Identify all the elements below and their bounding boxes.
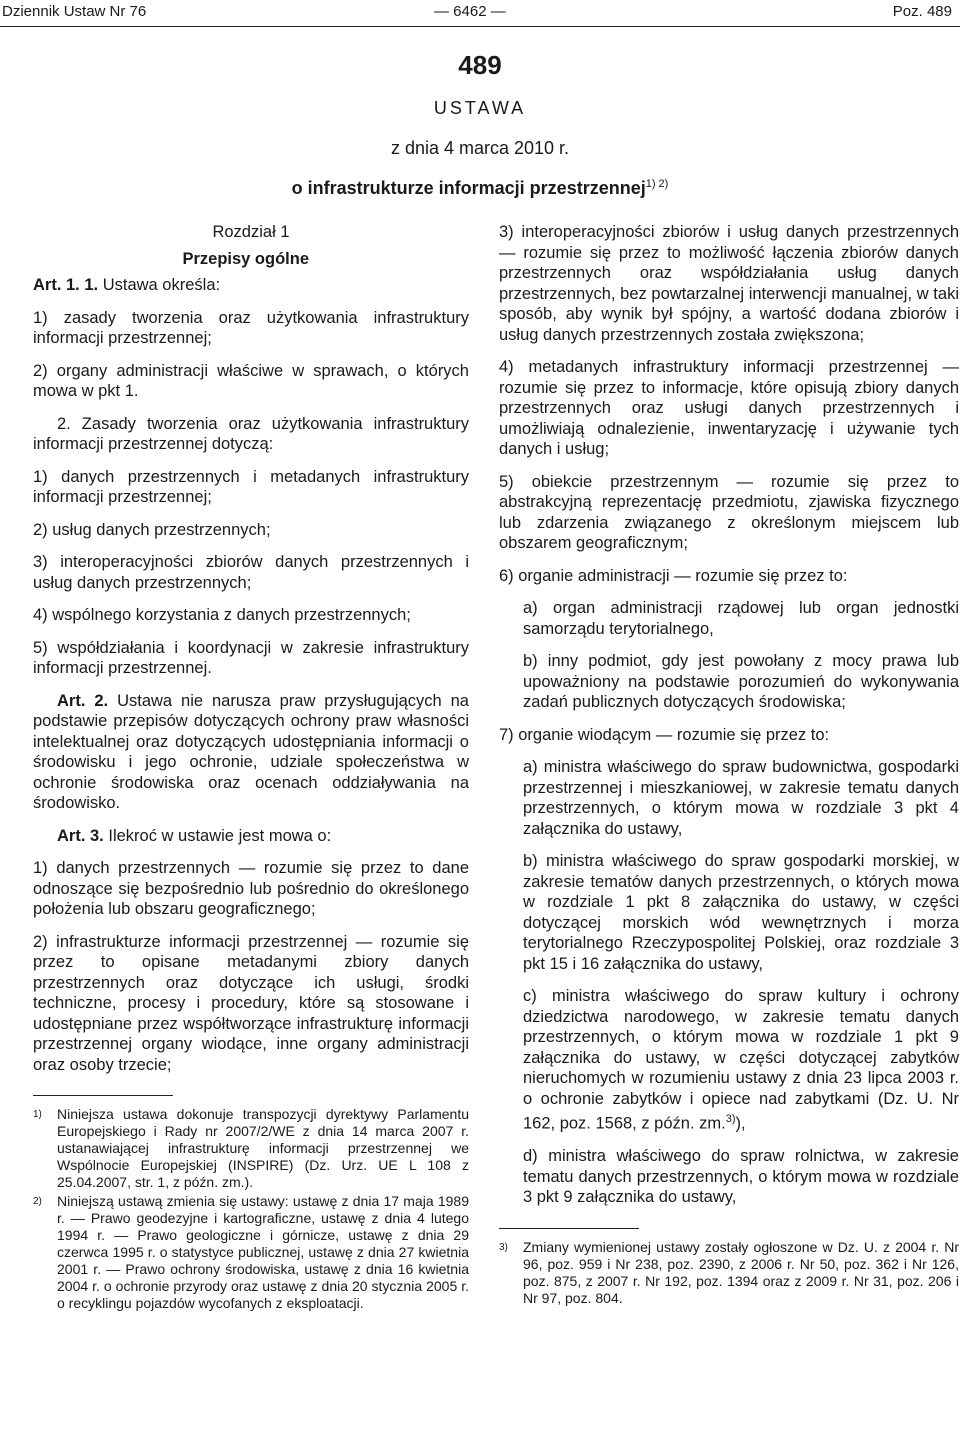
art1-1 <box>33 275 469 296</box>
art3-label: Art. 3. <box>57 826 104 845</box>
art3-text: Ilekroć w ustawie jest mowa o: <box>108 826 332 845</box>
left-column <box>33 222 469 1314</box>
art2-text: Ustawa nie narusza praw przysługujących na podstawie przepisów dotyczących ochrony praw własności intelektualnej oraz dotyczących udostępniania informacji o środowisku i jego ochronie, udziale społeczeństwa w ochronie środowiska oraz ocenach oddziaływania na środowisko. <box>33 691 469 812</box>
list-item: 2) organy administracji właściwe w sprawach, o których mowa w pkt 1. <box>33 361 469 400</box>
sub-item <box>499 986 959 1134</box>
list-item: 3) interoperacyjności zbiorów danych przestrzennych i usług danych przestrzennych; <box>33 553 469 592</box>
footnote-3 <box>499 1239 959 1307</box>
act-number: 489 <box>458 50 502 80</box>
sub-item-text-end: ), <box>735 1114 746 1133</box>
list-item: 2) infrastrukturze informacji przestrzennej — rozumie się przez to opisane metadanymi zbiory danych przestrzennych oraz dotyczące ich usługi, środki techniczne, procesy i procedury, które są stosowane i udostępniane przez współtworzące infrastrukturę informacji przestrzennej organy wiodące, inne organy administracji oraz osoby trzecie; <box>33 932 469 1074</box>
sub-item-text: c) ministra właściwego do spraw kultury i ochrony dziedzictwa narodowego, w zakresie tematu danych przestrzennych, o którym mowa w rozdziale 1 pkt 9 załącznika do ustawy, w części dotyczącej zabytków nieruchomych w rozumieniu ustawy z dnia 23 lipca 2003 r. o ochronie zabytków i opiece nad zabytkami (Dz. U. Nr 162, poz. 1568, z późn. zm. <box>523 987 959 1133</box>
act-date: z dnia 4 marca 2010 r. <box>390 138 570 158</box>
position-number: Poz. 489 <box>892 3 952 20</box>
footnote-ref: 3) <box>725 1113 736 1125</box>
sub-item: b) inny podmiot, gdy jest powołany z mocy prawa lub upoważniony na podstawie porozumień do wykonywania zadań publicznych dotyczących środowiska; <box>523 652 959 711</box>
sub-item: b) ministra właściwego do spraw gospodarki morskiej, w zakresie tematów danych przestrzennych, o których mowa w rozdziale 1 pkt 8 załącznika do ustawy, w części dotyczącej morskich wód wewnętrznych i morza terytorialnego Rzeczypospolitej Polskiej, oraz rozdziale 3 pkt 15 i 16 załącznika do ustawy, <box>523 852 959 973</box>
act-type: USTAWA <box>433 98 527 118</box>
footnote-mark: 3) <box>499 1241 508 1253</box>
footnote-text: Niniejsza ustawa dokonuje transpozycji dyrektywy Parlamentu Europejskiego i Rady nr 2007/2/WE z dnia 14 marca 2007 r. ustanawiającej infrastrukturę informacji przestrzennej we Wspólnocie Europejskiej (INSPIRE) (Dz. Urz. UE L 108 z 25.04.2007, str. 1, z późn. zm.). <box>57 1106 469 1190</box>
list-item: 5) obiekcie przestrzennym — rozumie się przez to abstrakcyjną reprezentację przedmiotu, zjawiska fizycznego lub zdarzenia związanego z określonym miejscem lub obszarem geograficznym; <box>499 472 959 552</box>
footnote-text: Zmiany wymienionej ustawy zostały ogłoszone w Dz. U. z 2004 r. Nr 96, poz. 959 i Nr 238, poz. 2390, z 2006 r. Nr 50, poz. 362 i Nr 126, poz. 875, z 2007 r. Nr 192, poz. 1394 oraz z 2009 r. Nr 31, poz. 206 i Nr 97, poz. 804. <box>523 1238 959 1306</box>
chapter-number: Rozdział 1 <box>212 223 290 241</box>
header-rule <box>0 26 960 27</box>
list-item: 6) organie administracji — rozumie się przez to: <box>499 566 848 585</box>
footnote-2 <box>33 1193 469 1312</box>
sub-item: a) ministra właściwego do spraw budownictwa, gospodarki przestrzennej i mieszkaniowej, w zakresie tematu danych przestrzennych, o którym mowa w rozdziale 3 pkt 4 załącznika do ustawy, <box>523 758 959 838</box>
footnote-rule <box>499 1228 639 1229</box>
journal-name: Dziennik Ustaw Nr 76 <box>2 3 147 20</box>
art1-1-label: Art. 1. 1. <box>33 276 99 294</box>
act-subject-refs: 1) 2) <box>645 178 669 190</box>
footnote-mark: 1) <box>33 1109 42 1120</box>
list-item: 7) organie wiodącym — rozumie się przez to: <box>499 725 830 744</box>
right-column <box>499 222 959 1309</box>
list-item: 5) współdziałania i koordynacji w zakresie infrastruktury informacji przestrzennej. <box>33 638 469 677</box>
footnote-mark: 2) <box>33 1196 42 1207</box>
art2 <box>33 691 469 814</box>
footnote-text: Niniejszą ustawą zmienia się ustawy: ustawę z dnia 17 maja 1989 r. — Prawo geodezyjne i kartograficzne, ustawę z dnia 4 lutego 1994 r. — Prawo geologiczne i górnicze, ustawę z dnia 29 czerwca 1995 r. o statystyce publicznej, ustawę z dnia 27 kwietnia 2001 r. — Prawo ochrony środowiska, ustawę z dnia 16 kwietnia 2004 r. o ochronie przyrody oraz ustawę z dnia 20 stycznia 2005 r. o recyklingu pojazdów wycofanych z eksploatacji. <box>57 1193 469 1311</box>
page-number: — 6462 — <box>434 3 506 20</box>
art1-2: 2. Zasady tworzenia oraz użytkowania infrastruktury informacji przestrzennej dotyczą: <box>33 414 469 453</box>
list-item: 1) zasady tworzenia oraz użytkowania infrastruktury informacji przestrzennej; <box>33 308 469 347</box>
list-item: 1) danych przestrzennych — rozumie się przez to dane odnoszące się bezpośrednio lub pośrednio do określonego położenia lub obszaru geograficznego; <box>33 859 469 918</box>
list-item: 4) wspólnego korzystania z danych przestrzennych; <box>33 606 411 624</box>
footnote-1 <box>33 1106 469 1191</box>
art1-1-text: Ustawa określa: <box>102 276 221 294</box>
act-subject-text: o infrastrukturze informacji przestrzennej <box>291 178 646 198</box>
act-subject <box>0 178 960 199</box>
art3 <box>33 826 469 847</box>
list-item: 2) usług danych przestrzennych; <box>33 520 271 539</box>
art2-label: Art. 2. <box>57 691 109 710</box>
page-header <box>0 0 960 24</box>
footnote-rule <box>33 1095 173 1096</box>
sub-item: d) ministra właściwego do spraw rolnictwa, w zakresie tematu danych przestrzennych, o którym mowa w rozdziale 3 pkt 9 załącznika do ustawy, <box>523 1147 959 1206</box>
list-item: 1) danych przestrzennych i metadanych infrastruktury informacji przestrzennej; <box>33 467 469 506</box>
list-item: 4) metadanych infrastruktury informacji przestrzennej — rozumie się przez to informacje, które opisują zbiory danych przestrzennych oraz usługi danych przestrzennych i umożliwiają odnalezienie, inwentaryzację i używanie tych danych i usług; <box>499 358 959 458</box>
sub-item: a) organ administracji rządowej lub organ jednostki samorządu terytorialnego, <box>523 599 959 638</box>
chapter-title: Przepisy ogólne <box>182 249 309 268</box>
list-item: 3) interoperacyjności zbiorów i usług danych przestrzennych — rozumie się przez to możliwość łączenia zbiorów danych przestrzennych oraz współdziałania usług danych przestrzennych, bez powtarzalnej interwencji manualnej, w taki sposób, aby wynik był spójny, a wartość dodana zbiorów i usług danych przestrzennych została zwiększona; <box>499 223 959 344</box>
